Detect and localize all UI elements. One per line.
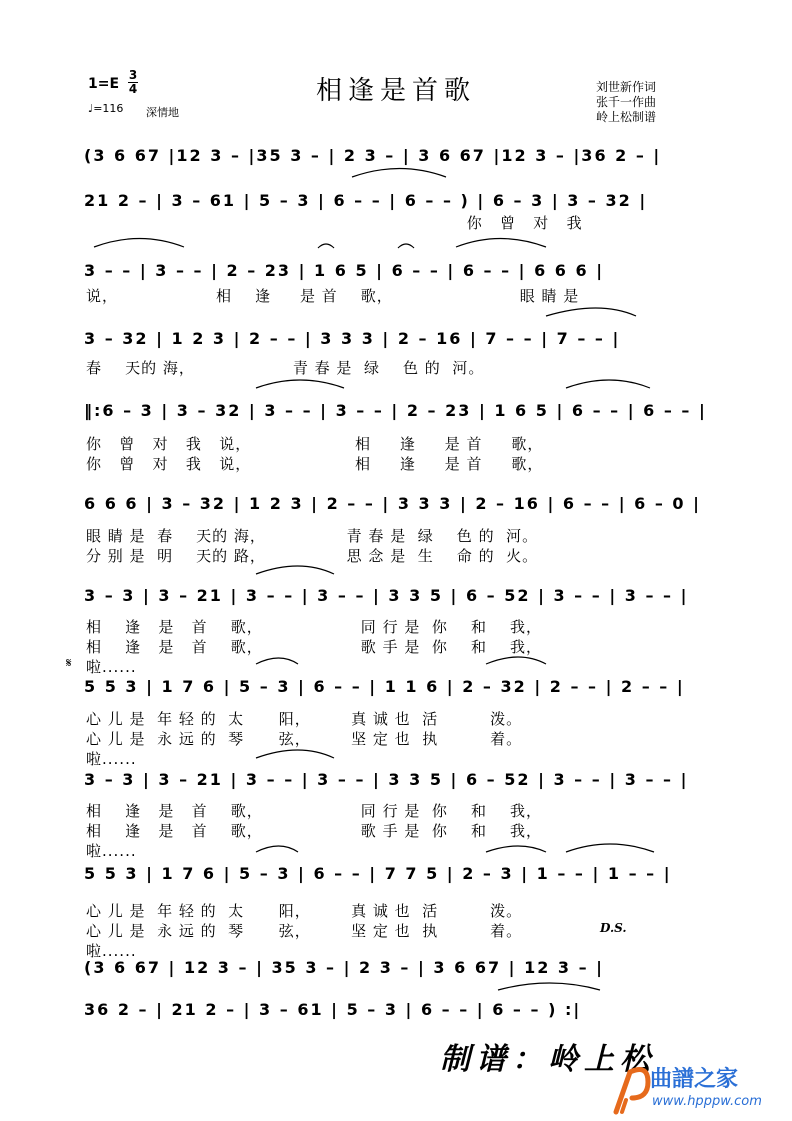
- lyric-line: 你 曾 对 我 说， 相 逢 是 首 歌，: [86, 455, 544, 473]
- lyric-line: 啦......: [86, 658, 137, 676]
- lyric-line: 春 天的 海， 青 春 是 绿 色 的 河。: [86, 359, 485, 377]
- slur-3b: [398, 244, 414, 248]
- notation-row: (3 6 67 | 12 3 – | 35 3 – | 2 3 – | 3 6 67 | 12 3 – |: [84, 958, 605, 977]
- tie-2: [94, 239, 184, 248]
- tie-9: [486, 657, 546, 664]
- lyric-line: 相 逢 是 首 歌， 同 行 是 你 和 我，: [86, 802, 543, 820]
- lyric-line: 你 曾 对 我: [86, 214, 583, 232]
- site-url[interactable]: www.hpppw.com: [652, 1094, 762, 1109]
- ds-marking: D.S.: [600, 921, 627, 935]
- tempo-marking: ♩=116: [88, 102, 124, 115]
- tie-7: [256, 566, 334, 574]
- segno-sign: 𝄋: [66, 656, 72, 671]
- arranger-credit: 岭上松制谱: [596, 110, 657, 124]
- time-signature-top: 3: [128, 68, 138, 82]
- lyric-line: 心 儿 是 永 远 的 琴 弦， 坚 定 也 执 着。: [86, 922, 523, 940]
- song-title: 相逢是首歌: [315, 76, 476, 106]
- lyric-line: 心 儿 是 永 远 的 琴 弦， 坚 定 也 执 着。: [86, 730, 523, 748]
- lyric-line: 分 别 是 明 天的 路， 思 念 是 生 命 的 火。: [86, 547, 539, 565]
- tie-13: [566, 844, 654, 852]
- notation-row: 3 – 3 | 3 – 21 | 3 – – | 3 – – | 3 3 5 | 6 – 52 | 3 – – | 3 – – |: [84, 586, 689, 605]
- notation-row: 3 – – | 3 – – | 2 – 23 | 1 6 5 | 6 – – | 6 – – | 6 6 6 |: [84, 261, 605, 280]
- tie-3: [456, 239, 546, 248]
- lyric-line: 相 逢 是 首 歌， 歌 手 是 你 和 我，: [86, 822, 543, 840]
- tie-4: [546, 308, 636, 316]
- tie-12: [486, 846, 546, 852]
- tie-1: [352, 169, 446, 178]
- lyric-line: 相 逢 是 首 歌， 同 行 是 你 和 我，: [86, 618, 543, 636]
- lyric-line: 啦......: [86, 842, 137, 860]
- lyric-line: 相 逢 是 首 歌， 歌 手 是 你 和 我，: [86, 638, 543, 656]
- notation-row: 5 5 3 | 1 7 6 | 5 – 3 | 6 – – | 1 1 6 | 2 – 32 | 2 – – | 2 – – |: [84, 677, 685, 696]
- notation-row: ‖:6 – 3 | 3 – 32 | 3 – – | 3 – – | 2 – 23 | 1 6 5 | 6 – – | 6 – – |: [84, 401, 707, 420]
- notation-row: 3 – 32 | 1 2 3 | 2 – – | 3 3 3 | 2 – 16 | 7 – – | 7 – – |: [84, 329, 621, 348]
- lyric-line: 啦......: [86, 750, 137, 768]
- tie-10: [256, 750, 334, 758]
- tie-8: [256, 658, 298, 664]
- lyric-line: 啦......: [86, 942, 137, 960]
- notation-row: 36 2 – | 21 2 – | 3 – 61 | 5 – 3 | 6 – – | 6 – – ) :|: [84, 1000, 582, 1019]
- notation-row: 3 – 3 | 3 – 21 | 3 – – | 3 – – | 3 3 5 | 6 – 52 | 3 – – | 3 – – |: [84, 770, 689, 789]
- tie-11: [256, 846, 298, 852]
- tie-5: [256, 380, 344, 388]
- lyric-line: 心 儿 是 年 轻 的 太 阳， 真 诚 也 活 泼。: [86, 710, 523, 728]
- tie-14: [498, 983, 600, 990]
- lyric-line: 心 儿 是 年 轻 的 太 阳， 真 诚 也 活 泼。: [86, 902, 523, 920]
- lyric-line: 你 曾 对 我 说， 相 逢 是 首 歌，: [86, 435, 544, 453]
- key-signature: 1=E: [88, 76, 120, 92]
- lyric-line: 眼 睛 是 春 天的 海， 青 春 是 绿 色 的 河。: [86, 527, 539, 545]
- notation-row: 5 5 3 | 1 7 6 | 5 – 3 | 6 – – | 7 7 5 | 2 – 3 | 1 – – | 1 – – |: [84, 864, 672, 883]
- notation-row: 6 6 6 | 3 – 32 | 1 2 3 | 2 – – | 3 3 3 | 2 – 16 | 6 – – | 6 – 0 |: [84, 494, 701, 513]
- notation-row: (3 6 67 |12 3 – |35 3 – | 2 3 – | 3 6 67 |12 3 – |36 2 – |: [84, 146, 662, 165]
- notation-row: 21 2 – | 3 – 61 | 5 – 3 | 6 – – | 6 – – ) | 6 – 3 | 3 – 32 |: [84, 191, 648, 210]
- site-name: 曲譜之家: [650, 1067, 739, 1092]
- lyricist-credit: 刘世新作词: [596, 80, 657, 94]
- arranger-signature: 制谱：岭上松: [440, 1042, 656, 1077]
- composer-credit: 张千一作曲: [596, 95, 657, 109]
- tie-6: [566, 380, 650, 388]
- lyric-line: 说， 相 逢 是 首 歌， 眼 睛 是: [86, 287, 580, 305]
- time-signature-bottom: 4: [128, 82, 138, 96]
- expression-marking: 深情地: [146, 106, 179, 119]
- slur-3a: [318, 244, 334, 248]
